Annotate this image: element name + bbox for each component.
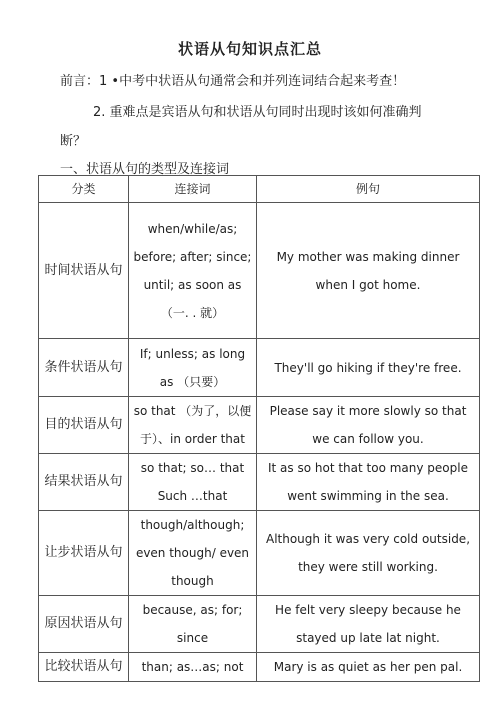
table-row bbox=[39, 397, 480, 454]
row-type: 条件状语从句 bbox=[39, 339, 129, 397]
table-row bbox=[39, 511, 480, 596]
table-row bbox=[39, 339, 480, 397]
table-row bbox=[39, 454, 480, 511]
row-example: Mary is as quiet as her pen pal. bbox=[257, 653, 480, 682]
row-example: He felt very sleepy because he stayed up late lat night. bbox=[257, 596, 480, 653]
table-header-row bbox=[39, 176, 480, 203]
row-conjunctions: though/although; even though/ even though bbox=[129, 511, 257, 596]
intro-line-1: 前言：1 •中考中状语从句通常会和并列连词结合起来考查！ bbox=[60, 74, 406, 89]
intro-line-3: 断？ bbox=[60, 134, 87, 149]
row-example: Please say it more slowly so that we can follow you. bbox=[257, 397, 480, 454]
header-conjunction: 连接词 bbox=[129, 176, 257, 203]
row-example: My mother was making dinner when I got home. bbox=[257, 203, 480, 339]
row-conjunctions: If; unless; as long as （只要） bbox=[129, 339, 257, 397]
table-row bbox=[39, 596, 480, 653]
document-title: 状语从句知识点汇总 bbox=[177, 40, 322, 58]
row-example: Although it was very cold outside, they were still working. bbox=[257, 511, 480, 596]
row-type: 让步状语从句 bbox=[39, 511, 129, 596]
section-heading: 一、状语从句的类型及连接词 bbox=[60, 162, 230, 177]
row-conjunctions: so that; so… that Such …that bbox=[129, 454, 257, 511]
row-type: 比较状语从句 bbox=[39, 653, 129, 682]
table-row bbox=[39, 653, 480, 682]
row-type: 原因状语从句 bbox=[39, 596, 129, 653]
row-type: 时间状语从句 bbox=[39, 203, 129, 339]
row-conjunctions: than; as…as; not bbox=[129, 653, 257, 682]
row-type: 目的状语从句 bbox=[39, 397, 129, 454]
row-type: 结果状语从句 bbox=[39, 454, 129, 511]
row-conjunctions: when/while/as; before; after; since; until; as soon as （一. . 就） bbox=[129, 203, 257, 339]
clause-table bbox=[38, 175, 480, 682]
table-row bbox=[39, 203, 480, 339]
row-conjunctions: because, as; for; since bbox=[129, 596, 257, 653]
intro-line-2: 2. 重难点是宾语从句和状语从句同时出现时该如何准确判 bbox=[93, 105, 422, 120]
header-example: 例句 bbox=[257, 176, 480, 203]
header-category: 分类 bbox=[39, 176, 129, 203]
row-example: It as so hot that too many people went swimming in the sea. bbox=[257, 454, 480, 511]
row-conjunctions: so that （为了，以便于）、in order that bbox=[129, 397, 257, 454]
row-example: They'll go hiking if they're free. bbox=[257, 339, 480, 397]
